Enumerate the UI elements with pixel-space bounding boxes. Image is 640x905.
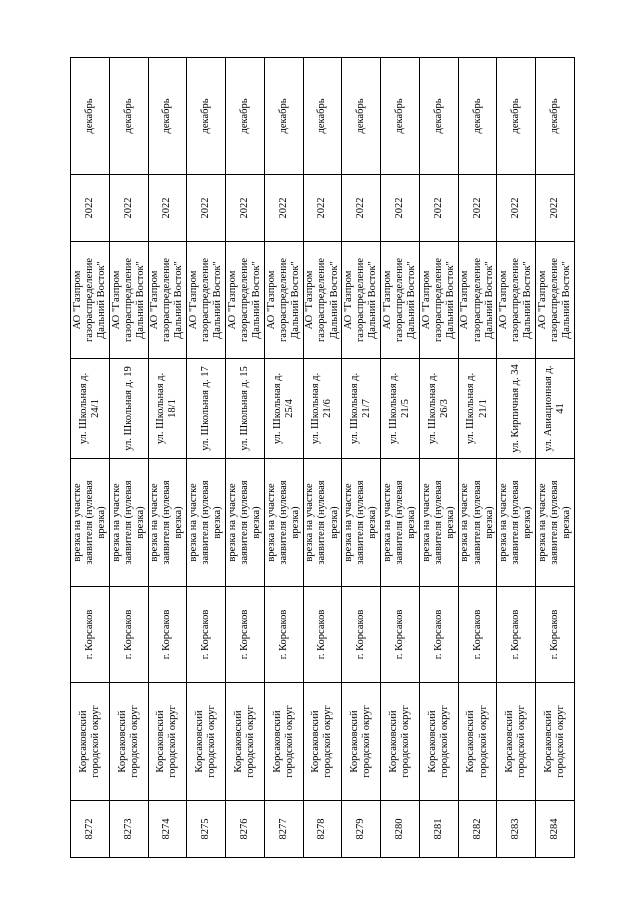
row-number-cell: 8278 bbox=[303, 801, 342, 858]
row-number-cell: 8276 bbox=[226, 801, 265, 858]
row-number-cell: 8273 bbox=[109, 801, 148, 858]
locality-cell: г. Корсаков bbox=[187, 587, 226, 683]
municipal-district-cell: Корсаковский городской округ bbox=[419, 683, 458, 801]
locality-cell: г. Корсаков bbox=[226, 587, 265, 683]
municipal-district-cell: Корсаковский городской округ bbox=[303, 683, 342, 801]
municipal-district-cell: Корсаковский городской округ bbox=[226, 683, 265, 801]
year-cell: 2022 bbox=[303, 175, 342, 242]
municipal-district-cell: Корсаковский городской округ bbox=[536, 683, 575, 801]
row-number-cell: 8281 bbox=[419, 801, 458, 858]
month-cell: декабрь bbox=[419, 58, 458, 175]
year-cell: 2022 bbox=[226, 175, 265, 242]
table-row bbox=[226, 58, 265, 858]
address-cell: ул. Школьная д. 21/5 bbox=[381, 359, 420, 459]
gasification-schedule-table bbox=[70, 57, 575, 858]
table-row bbox=[342, 58, 381, 858]
month-cell: декабрь bbox=[187, 58, 226, 175]
year-cell: 2022 bbox=[381, 175, 420, 242]
table-row bbox=[381, 58, 420, 858]
row-number-cell: 8274 bbox=[148, 801, 187, 858]
municipal-district-cell: Корсаковский городской округ bbox=[264, 683, 303, 801]
locality-cell: г. Корсаков bbox=[536, 587, 575, 683]
work-type-cell: врезка на участке заявителя (нулевая врезка) bbox=[419, 459, 458, 587]
locality-cell: г. Корсаков bbox=[109, 587, 148, 683]
address-cell: ул. Школьная д. 18/1 bbox=[148, 359, 187, 459]
table-row bbox=[109, 58, 148, 858]
work-type-cell: врезка на участке заявителя (нулевая врезка) bbox=[303, 459, 342, 587]
locality-cell: г. Корсаков bbox=[264, 587, 303, 683]
organization-cell: АО "Газпром газораспределение Дальний Восток" bbox=[419, 242, 458, 359]
year-cell: 2022 bbox=[458, 175, 497, 242]
month-cell: декабрь bbox=[381, 58, 420, 175]
municipal-district-cell: Корсаковский городской округ bbox=[109, 683, 148, 801]
table-row bbox=[71, 58, 110, 858]
address-cell: ул. Школьная д. 17 bbox=[187, 359, 226, 459]
organization-cell: АО "Газпром газораспределение Дальний Восток" bbox=[303, 242, 342, 359]
organization-cell: АО "Газпром газораспределение Дальний Восток" bbox=[187, 242, 226, 359]
row-number-cell: 8279 bbox=[342, 801, 381, 858]
address-cell: ул. Школьная д. 25/4 bbox=[264, 359, 303, 459]
address-cell: ул. Школьная д. 24/1 bbox=[71, 359, 110, 459]
address-cell: ул. Школьная д. 26/3 bbox=[419, 359, 458, 459]
locality-cell: г. Корсаков bbox=[458, 587, 497, 683]
organization-cell: АО "Газпром газораспределение Дальний Восток" bbox=[458, 242, 497, 359]
table-row bbox=[264, 58, 303, 858]
municipal-district-cell: Корсаковский городской округ bbox=[148, 683, 187, 801]
month-cell: декабрь bbox=[226, 58, 265, 175]
work-type-cell: врезка на участке заявителя (нулевая врезка) bbox=[226, 459, 265, 587]
work-type-cell: врезка на участке заявителя (нулевая врезка) bbox=[148, 459, 187, 587]
work-type-cell: врезка на участке заявителя (нулевая врезка) bbox=[458, 459, 497, 587]
year-cell: 2022 bbox=[536, 175, 575, 242]
work-type-cell: врезка на участке заявителя (нулевая врезка) bbox=[71, 459, 110, 587]
organization-cell: АО "Газпром газораспределение Дальний Восток" bbox=[148, 242, 187, 359]
address-cell: ул. Авиационная д. 41 bbox=[536, 359, 575, 459]
work-type-cell: врезка на участке заявителя (нулевая врезка) bbox=[497, 459, 536, 587]
organization-cell: АО "Газпром газораспределение Дальний Восток" bbox=[536, 242, 575, 359]
municipal-district-cell: Корсаковский городской округ bbox=[342, 683, 381, 801]
month-cell: декабрь bbox=[148, 58, 187, 175]
year-cell: 2022 bbox=[419, 175, 458, 242]
work-type-cell: врезка на участке заявителя (нулевая врезка) bbox=[381, 459, 420, 587]
locality-cell: г. Корсаков bbox=[303, 587, 342, 683]
locality-cell: г. Корсаков bbox=[497, 587, 536, 683]
address-cell: ул. Школьная д. 15 bbox=[226, 359, 265, 459]
month-cell: декабрь bbox=[71, 58, 110, 175]
row-number-cell: 8272 bbox=[71, 801, 110, 858]
organization-cell: АО "Газпром газораспределение Дальний Восток" bbox=[497, 242, 536, 359]
year-cell: 2022 bbox=[71, 175, 110, 242]
month-cell: декабрь bbox=[303, 58, 342, 175]
month-cell: декабрь bbox=[342, 58, 381, 175]
municipal-district-cell: Корсаковский городской округ bbox=[381, 683, 420, 801]
locality-cell: г. Корсаков bbox=[419, 587, 458, 683]
row-number-cell: 8277 bbox=[264, 801, 303, 858]
organization-cell: АО "Газпром газораспределение Дальний Восток" bbox=[71, 242, 110, 359]
year-cell: 2022 bbox=[148, 175, 187, 242]
municipal-district-cell: Корсаковский городской округ bbox=[71, 683, 110, 801]
row-number-cell: 8275 bbox=[187, 801, 226, 858]
address-cell: ул. Школьная д. 21/7 bbox=[342, 359, 381, 459]
rotated-sheet bbox=[70, 58, 575, 858]
organization-cell: АО "Газпром газораспределение Дальний Восток" bbox=[226, 242, 265, 359]
row-number-cell: 8280 bbox=[381, 801, 420, 858]
work-type-cell: врезка на участке заявителя (нулевая врезка) bbox=[109, 459, 148, 587]
month-cell: декабрь bbox=[264, 58, 303, 175]
year-cell: 2022 bbox=[342, 175, 381, 242]
row-number-cell: 8283 bbox=[497, 801, 536, 858]
locality-cell: г. Корсаков bbox=[342, 587, 381, 683]
year-cell: 2022 bbox=[187, 175, 226, 242]
table-row bbox=[187, 58, 226, 858]
work-type-cell: врезка на участке заявителя (нулевая врезка) bbox=[187, 459, 226, 587]
municipal-district-cell: Корсаковский городской округ bbox=[187, 683, 226, 801]
work-type-cell: врезка на участке заявителя (нулевая врезка) bbox=[342, 459, 381, 587]
locality-cell: г. Корсаков bbox=[71, 587, 110, 683]
table-row bbox=[419, 58, 458, 858]
organization-cell: АО "Газпром газораспределение Дальний Восток" bbox=[381, 242, 420, 359]
organization-cell: АО "Газпром газораспределение Дальний Восток" bbox=[109, 242, 148, 359]
locality-cell: г. Корсаков bbox=[148, 587, 187, 683]
work-type-cell: врезка на участке заявителя (нулевая врезка) bbox=[264, 459, 303, 587]
year-cell: 2022 bbox=[497, 175, 536, 242]
municipal-district-cell: Корсаковский городской округ bbox=[497, 683, 536, 801]
year-cell: 2022 bbox=[109, 175, 148, 242]
organization-cell: АО "Газпром газораспределение Дальний Восток" bbox=[264, 242, 303, 359]
work-type-cell: врезка на участке заявителя (нулевая врезка) bbox=[536, 459, 575, 587]
address-cell: ул. Кирпичная д. 34 bbox=[497, 359, 536, 459]
month-cell: декабрь bbox=[536, 58, 575, 175]
municipal-district-cell: Корсаковский городской округ bbox=[458, 683, 497, 801]
table-row bbox=[497, 58, 536, 858]
row-number-cell: 8282 bbox=[458, 801, 497, 858]
month-cell: декабрь bbox=[497, 58, 536, 175]
table-row bbox=[536, 58, 575, 858]
row-number-cell: 8284 bbox=[536, 801, 575, 858]
table-body bbox=[71, 58, 575, 858]
month-cell: декабрь bbox=[109, 58, 148, 175]
address-cell: ул. Школьная д. 21/6 bbox=[303, 359, 342, 459]
year-cell: 2022 bbox=[264, 175, 303, 242]
locality-cell: г. Корсаков bbox=[381, 587, 420, 683]
table-row bbox=[148, 58, 187, 858]
address-cell: ул. Школьная д. 19 bbox=[109, 359, 148, 459]
organization-cell: АО "Газпром газораспределение Дальний Восток" bbox=[342, 242, 381, 359]
table-row bbox=[303, 58, 342, 858]
table-row bbox=[458, 58, 497, 858]
month-cell: декабрь bbox=[458, 58, 497, 175]
address-cell: ул. Школьная д. 21/1 bbox=[458, 359, 497, 459]
